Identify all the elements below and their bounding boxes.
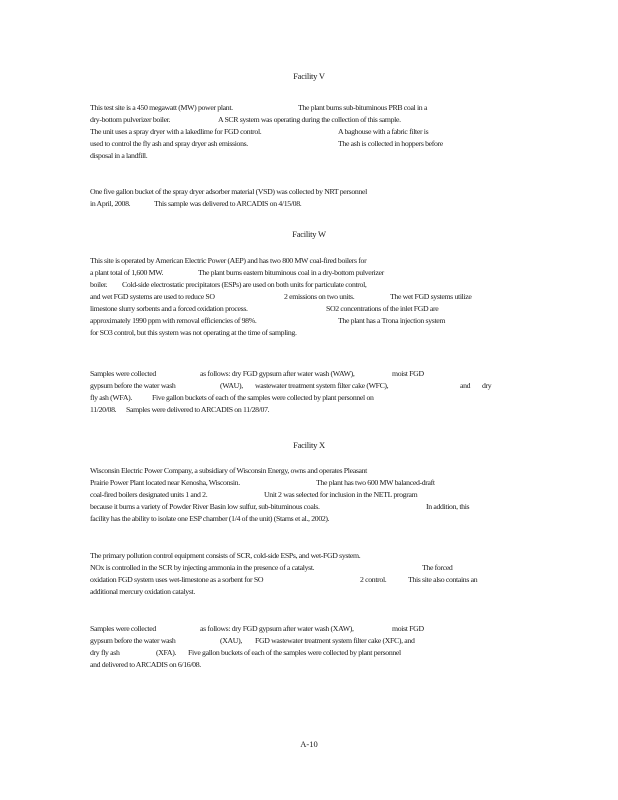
text-line [90, 404, 530, 416]
text-segment: The ash is collected in hoppers before [338, 139, 443, 148]
text-line [90, 267, 530, 279]
text-segment: fly ash (WFA). [90, 393, 132, 402]
text-line [90, 501, 530, 513]
text-segment: A SCR system was operating during the collection of this sample. [218, 115, 401, 124]
text-segment: This site is operated by American Electric Power (AEP) and has two 800 MW coal-fired boilers for [90, 256, 367, 265]
text-segment: Unit 2 was selected for inclusion in the NETL program [264, 490, 418, 499]
text-line [90, 392, 530, 404]
text-segment: Samples were collected [90, 624, 156, 633]
text-line [90, 291, 530, 303]
page-number: A-10 [300, 739, 318, 749]
text-line [90, 586, 530, 598]
text-line [90, 138, 530, 150]
text-line [90, 574, 530, 586]
text-segment: Samples were delivered to ARCADIS on 11/28/07. [126, 405, 270, 414]
text-segment: gypsum before the water wash [90, 636, 176, 645]
text-segment: FGD wastewater treatment system filter cake (XFC), and [255, 636, 415, 645]
section-heading-facility-x: Facility X [293, 440, 325, 450]
text-line [90, 380, 530, 392]
text-segment: The wet FGD systems utilize [390, 292, 472, 301]
text-segment: limestone slurry sorbents and a forced oxidation process. [90, 304, 248, 313]
text-segment: (XFA). [156, 648, 177, 657]
text-segment: approximately 1990 ppm with removal efficiencies of 98%. [90, 316, 257, 325]
text-segment: gypsum before the water wash [90, 381, 176, 390]
text-line [90, 489, 530, 501]
text-line [90, 465, 530, 477]
text-line [90, 659, 530, 671]
text-line [90, 327, 530, 339]
text-line [90, 477, 530, 489]
text-segment: coal-fired boilers designated units 1 and 2. [90, 490, 208, 499]
text-segment: The primary pollution control equipment consists of SCR, cold-side ESPs, and wet-FGD system. [90, 551, 361, 560]
text-segment: moist FGD [392, 369, 424, 378]
text-segment: 2 control. [360, 575, 387, 584]
text-line [90, 198, 530, 210]
facility-x-paragraph-1 [90, 465, 530, 525]
section-heading-facility-w: Facility W [292, 229, 326, 239]
text-segment: Five gallon buckets of each of the samples were collected by plant personnel [188, 648, 401, 657]
text-segment: Samples were collected [90, 369, 156, 378]
text-line [90, 368, 530, 380]
text-segment: additional mercury oxidation catalyst. [90, 587, 195, 596]
text-segment: boiler. [90, 280, 108, 289]
text-segment: oxidation FGD system uses wet-limestone as a sorbent for SO [90, 575, 264, 584]
text-segment: NOx is controlled in the SCR by injecting ammonia in the presence of a catalyst. [90, 563, 315, 572]
text-segment: Five gallon buckets of each of the samples were collected by plant personnel on [152, 393, 374, 402]
text-segment: SO2 concentrations of the inlet FGD are [326, 304, 439, 313]
text-segment: and wet FGD systems are used to reduce SO [90, 292, 215, 301]
text-segment: In addition, this [426, 502, 470, 511]
text-line [90, 303, 530, 315]
text-segment: moist FGD [392, 624, 424, 633]
text-segment: 11/20/08. [90, 405, 117, 414]
text-line [90, 150, 530, 162]
text-segment: (XAU), [220, 636, 242, 645]
text-segment: Prairie Power Plant located near Kenosha, Wisconsin. [90, 478, 240, 487]
text-segment: A baghouse with a fabric filter is [338, 127, 429, 136]
text-segment: (WAU), [220, 381, 243, 390]
text-segment: This site also contains an [408, 575, 478, 584]
text-segment: as follows: dry FGD gypsum after water wash (WAW), [200, 369, 355, 378]
text-segment: Wisconsin Electric Power Company, a subsidiary of Wisconsin Energy, owns and operates Pleasant [90, 466, 367, 475]
text-line [90, 279, 530, 291]
text-segment: dry-bottom pulverizer boiler. [90, 115, 171, 124]
text-segment: and [460, 381, 471, 390]
text-segment: The plant burns sub-bituminous PRB coal in a [298, 103, 428, 112]
text-line [90, 186, 530, 198]
text-segment: The plant has two 600 MW balanced-draft [316, 478, 435, 487]
text-segment: The unit uses a spray dryer with a lakedlime for FGD control. [90, 127, 262, 136]
text-line [90, 647, 530, 659]
text-segment: used to control the fly ash and spray dryer ash emissions. [90, 139, 248, 148]
text-segment: facility has the ability to isolate one ESP chamber (1/4 of the unit) (Starns et al., 2002). [90, 514, 330, 523]
text-segment: and delivered to ARCADIS on 6/16/08. [90, 660, 201, 669]
text-segment: One five gallon bucket of the spray dryer adsorber material (VSD) was collected by NRT personnel [90, 187, 367, 196]
text-segment: disposal in a landfill. [90, 151, 148, 160]
text-segment: 2 emissions on two units. [284, 292, 355, 301]
text-segment: The plant has a Trona injection system [338, 316, 446, 325]
section-heading-facility-v: Facility V [293, 71, 325, 81]
text-line [90, 255, 530, 267]
text-segment: because it burns a variety of Powder River Basin low sulfur, sub-bituminous coals. [90, 502, 320, 511]
text-segment: dry fly ash [90, 648, 120, 657]
facility-x-paragraph-2 [90, 550, 530, 598]
text-line [90, 114, 530, 126]
text-segment: wastewater treatment system filter cake (WFC), [255, 381, 389, 390]
text-line [90, 315, 530, 327]
text-line [90, 550, 530, 562]
text-line [90, 635, 530, 647]
text-segment: This sample was delivered to ARCADIS on 4/15/08. [154, 199, 302, 208]
facility-x-paragraph-3 [90, 623, 530, 671]
text-segment: as follows: dry FGD gypsum after water wash (XAW), [200, 624, 354, 633]
text-segment: This test site is a 450 megawatt (MW) power plant. [90, 103, 233, 112]
facility-v-paragraph-2 [90, 186, 530, 210]
text-segment: The forced [422, 563, 453, 572]
text-line [90, 102, 530, 114]
text-segment: Cold-side electrostatic precipitators (ESPs) are used on both units for particulate control, [122, 280, 367, 289]
text-segment: for SO3 control, but this system was not operating at the time of sampling. [90, 328, 297, 337]
facility-w-paragraph-2 [90, 368, 530, 416]
text-segment: in April, 2008. [90, 199, 131, 208]
text-segment: The plant burns eastern bituminous coal in a dry-bottom pulverizer [198, 268, 384, 277]
facility-w-paragraph-1 [90, 255, 530, 339]
text-line [90, 623, 530, 635]
text-line [90, 126, 530, 138]
facility-v-paragraph-1 [90, 102, 530, 162]
text-segment: dry [482, 381, 492, 390]
text-line [90, 562, 530, 574]
text-segment: a plant total of 1,600 MW. [90, 268, 164, 277]
text-line [90, 513, 530, 525]
